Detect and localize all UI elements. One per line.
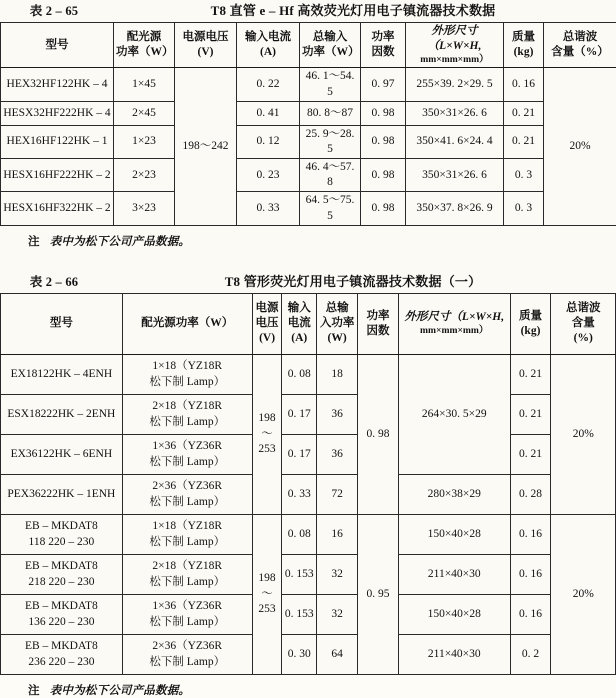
cell-power-factor: 0. 98 [361,192,406,225]
note-label: 注 [28,236,40,248]
cell-power-factor: 0. 98 [361,125,406,158]
cell-mass: 0. 21 [510,434,551,474]
table-2-66 [0,293,616,675]
table-2-65-caption [0,0,616,19]
cell-supply-voltage: 198～242 [175,68,237,225]
table-2-65-note [0,226,616,249]
table-row [1,159,616,192]
cell-mass: 0. 3 [504,192,544,225]
th-input-current: 输入 电流 (A) [282,293,317,354]
cell-mass: 0. 21 [510,354,551,394]
table-2-65-label: 表 2 – 65 [0,1,108,19]
table-row [1,634,616,674]
cell-power-factor: 0. 95 [358,514,399,674]
note-body: 表中为松下公司产品数据。 [50,685,190,697]
cell-lamp-power: 1×18（YZ18R 松下制 Lamp） [122,514,252,554]
cell-mass: 0. 28 [510,474,551,514]
cell-lamp-power: 1×36（YZ36R 松下制 Lamp） [122,594,252,634]
cell-input-current: 0. 22 [237,68,300,101]
th-model: 型号 [1,23,114,68]
cell-total-power: 46. 4～57. 8 [300,159,361,192]
cell-lamp-power: 2×18（YZ18R 松下制 Lamp） [122,554,252,594]
cell-power-factor: 0. 98 [358,354,399,514]
cell-model: ESX18222HK – 2ENH [1,394,123,434]
th-total-input-power: 总输入 功率（W） [300,23,361,68]
cell-total-power: 64 [317,634,358,674]
cell-lamp-power: 2×23 [114,159,175,192]
cell-total-power: 46. 1～54. 5 [300,68,361,101]
cell-total-power: 32 [317,554,358,594]
table-row [1,354,616,394]
cell-input-current: 0. 33 [237,192,300,225]
cell-mass: 0. 21 [510,394,551,434]
cell-input-current: 0. 17 [282,394,317,434]
cell-lamp-power: 2×36（YZ36R 松下制 Lamp） [122,474,252,514]
th-dimensions: 外形尺寸（L×W×H, mm×mm×mm） [406,23,504,68]
th-input-current: 输入电流 (A) [237,23,300,68]
th-mass: 质量 (kg) [504,23,544,68]
th-supply-voltage: 电源电压 (V) [175,23,237,68]
th-supply-voltage: 电源 电压 (V) [252,293,282,354]
cell-dimensions: 264×30. 5×29 [399,354,511,474]
table-2-66-note [0,675,616,698]
cell-thd: 20% [544,68,616,225]
cell-lamp-power: 2×45 [114,101,175,125]
cell-dimensions: 350×37. 8×26. 9 [406,192,504,225]
cell-total-power: 72 [317,474,358,514]
cell-mass: 0. 21 [504,101,544,125]
cell-input-current: 0. 17 [282,434,317,474]
cell-input-current: 0. 33 [282,474,317,514]
table-row [1,68,616,101]
th-power-factor: 功率 因数 [361,23,406,68]
cell-total-power: 32 [317,594,358,634]
note-label: 注 [28,685,40,697]
cell-model: HEX16HF122HK – 1 [1,125,114,158]
table-2-66-title: T8 管形荧光灯用电子镇流器技术数据（一） [108,271,616,290]
cell-model: EB – MKDAT8 136 220 – 230 [1,594,123,634]
cell-total-power: 16 [317,514,358,554]
cell-lamp-power: 1×18（YZ18R 松下制 Lamp） [122,354,252,394]
cell-input-current: 0. 08 [282,354,317,394]
table-2-66-caption [0,271,616,290]
cell-mass: 0. 16 [510,554,551,594]
cell-dimensions: 150×40×28 [399,514,511,554]
cell-dimensions: 350×31×26. 6 [406,159,504,192]
th-power-factor: 功率 因数 [358,293,399,354]
cell-dimensions: 350×31×26. 6 [406,101,504,125]
cell-model: HESX16HF222HK – 2 [1,159,114,192]
cell-dimensions: 211×40×30 [399,634,511,674]
cell-thd: 20% [551,514,616,674]
cell-model: PEX36222HK – 1ENH [1,474,123,514]
cell-lamp-power: 2×18（YZ18R 松下制 Lamp） [122,394,252,434]
cell-total-power: 36 [317,434,358,474]
table-2-65-title: T8 直管 e – Hf 高效荧光灯用电子镇流器技术数据 [108,0,616,19]
cell-input-current: 0. 153 [282,594,317,634]
cell-model: EB – MKDAT8 236 220 – 230 [1,634,123,674]
cell-lamp-power: 2×36（YZ36R 松下制 Lamp） [122,634,252,674]
th-lamp-power: 配光源 功率（W） [114,23,175,68]
cell-dimensions: 211×40×30 [399,554,511,594]
cell-input-current: 0. 08 [282,514,317,554]
cell-mass: 0. 2 [510,634,551,674]
cell-lamp-power: 1×23 [114,125,175,158]
th-model: 型号 [1,293,123,354]
cell-input-current: 0. 41 [237,101,300,125]
cell-lamp-power: 1×36（YZ36R 松下制 Lamp） [122,434,252,474]
cell-mass: 0. 3 [504,159,544,192]
cell-mass: 0. 21 [504,125,544,158]
th-dimensions: 外形尺寸（L×W×H, mm×mm×mm） [399,293,511,354]
cell-model: HEX32HF122HK – 4 [1,68,114,101]
cell-model: EB – MKDAT8 118 220 – 230 [1,514,123,554]
cell-mass: 0. 16 [510,514,551,554]
cell-mass: 0. 16 [504,68,544,101]
cell-supply-voltage: 198～ 253 [252,354,282,514]
th-lamp-power: 配光源功率（W） [122,293,252,354]
note-body: 表中为松下公司产品数据。 [50,236,190,248]
table-row [1,101,616,125]
cell-model: EB – MKDAT8 218 220 – 230 [1,554,123,594]
cell-mass: 0. 16 [510,594,551,634]
th-thd: 总谐波 含量（%） [544,23,616,68]
table-2-66-label: 表 2 – 66 [0,272,108,290]
cell-model: EX36122HK – 6ENH [1,434,123,474]
cell-lamp-power: 1×45 [114,68,175,101]
cell-thd: 20% [551,354,616,514]
cell-dimensions: 150×40×28 [399,594,511,634]
table-row [1,514,616,554]
table-row [1,474,616,514]
table-row [1,434,616,474]
cell-model: HESX32HF222HK – 4 [1,101,114,125]
cell-input-current: 0. 153 [282,554,317,594]
cell-dimensions: 350×41. 6×24. 4 [406,125,504,158]
cell-power-factor: 0. 98 [361,159,406,192]
cell-dimensions: 255×39. 2×29. 5 [406,68,504,101]
cell-total-power: 36 [317,394,358,434]
table-2-66-header-row [1,293,616,354]
table-row [1,394,616,434]
cell-power-factor: 0. 97 [361,68,406,101]
table-row [1,192,616,225]
cell-input-current: 0. 12 [237,125,300,158]
cell-model: EX18122HK – 4ENH [1,354,123,394]
cell-total-power: 80. 8～87 [300,101,361,125]
table-2-65-header-row [1,23,616,68]
cell-input-current: 0. 30 [282,634,317,674]
cell-total-power: 25. 9～28. 5 [300,125,361,158]
table-row [1,554,616,594]
cell-model: HESX16HF322HK – 2 [1,192,114,225]
cell-power-factor: 0. 98 [361,101,406,125]
table-2-65 [0,22,616,226]
cell-dimensions: 280×38×29 [399,474,511,514]
table-row [1,125,616,158]
cell-total-power: 64. 5～75. 5 [300,192,361,225]
cell-supply-voltage: 198～ 253 [252,514,282,674]
cell-input-current: 0. 23 [237,159,300,192]
cell-total-power: 18 [317,354,358,394]
table-row [1,594,616,634]
th-mass: 质量 (kg) [510,293,551,354]
th-total-input-power: 总输 入功率 (W) [317,293,358,354]
th-thd: 总谐波 含量 (%) [551,293,616,354]
cell-lamp-power: 3×23 [114,192,175,225]
